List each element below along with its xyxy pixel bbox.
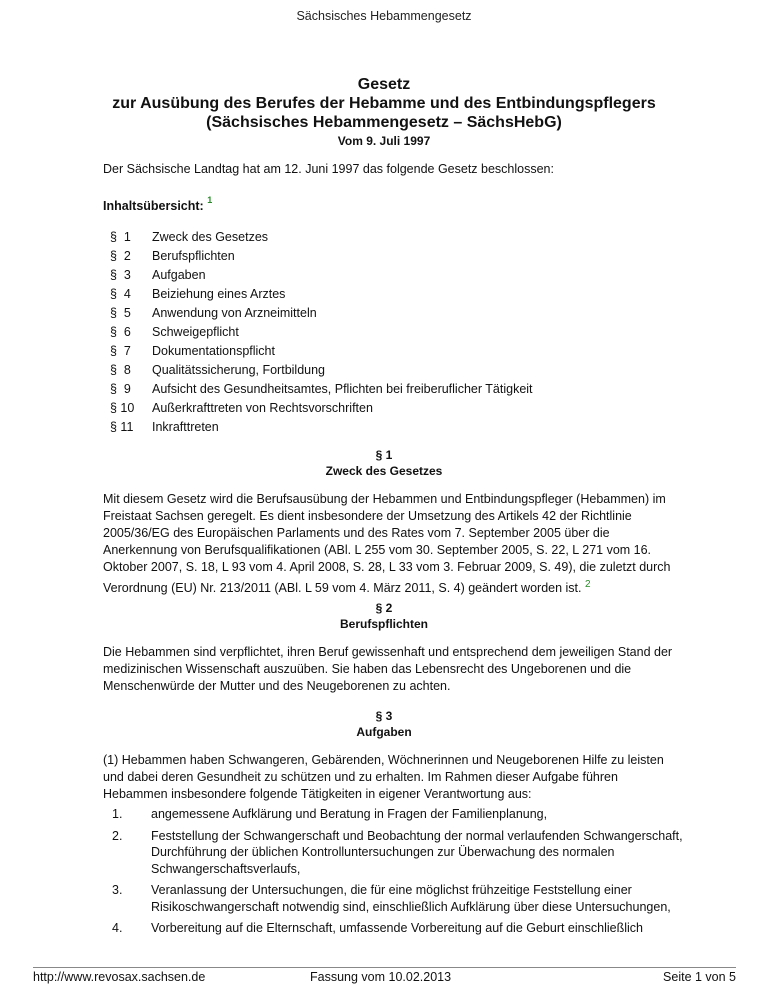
list-item [103,882,683,915]
toc-item-number: § 1 [110,230,131,244]
footnote-link-2[interactable]: 2 [584,579,591,590]
toc-item[interactable] [110,228,533,247]
intro-text: Der Sächsische Landtag hat am 12. Juni 1997 das folgende Gesetz beschlossen: [103,162,554,176]
toc-item-label: Zweck des Gesetzes [152,230,269,244]
section-title: Berufspflichten [339,617,428,631]
title-line-3: (Sächsisches Hebammengesetz – SächsHebG) [206,114,562,131]
section-1-text [103,491,673,597]
toc-item[interactable] [110,380,533,399]
list-item-text: angemessene Aufklärung und Beratung in Fragen der Familienplanung, [151,807,548,821]
toc-item-label: Dokumentationspflicht [152,344,275,358]
footer-url[interactable]: http://www.revosax.sachsen.de [33,970,206,984]
task-list [103,806,683,942]
toc-heading-label: Inhaltsübersicht: [103,199,204,214]
toc-item-label: Inkrafttreten [152,420,219,434]
section-title: Aufgaben [356,725,412,739]
list-item-text: Feststellung der Schwangerschaft und Beobachtung der normal verlaufenden Schwangerschaft, Durchführung der üblichen Kontrolluntersuchungen zur Überwachung des normalen Schwangerschaftsverlaufs, [151,828,683,876]
toc-item-label: Beiziehung eines Arztes [152,287,286,301]
toc-item[interactable] [110,285,533,304]
list-item-text: Vorbereitung auf die Elternschaft, umfassende Vorbereitung auf die Geburt einschließlich [151,921,643,935]
list-item-number: 3. [112,883,123,897]
toc-item-label: Aufgaben [152,268,206,282]
list-item [103,920,683,937]
toc-item-label: Außerkrafttreten von Rechtsvorschriften [152,401,373,415]
toc-item-number: § 11 [110,420,134,434]
toc-item-label: Anwendung von Arzneimitteln [152,306,317,320]
toc-item[interactable] [110,361,533,380]
footer-page-number: Seite 1 von 5 [663,970,736,984]
footer-version: Fassung vom 10.02.2013 [310,970,452,984]
section-title: Zweck des Gesetzes [325,464,443,478]
table-of-contents [110,228,533,437]
list-item-number: 2. [112,828,123,843]
section-2-text: Die Hebammen sind verpflichtet, ihren Beruf gewissenhaft und entsprechend dem jeweiligen Stand der medizinischen Wissenschaft auszuüben. Sie haben das Lebensrecht des Ungeborenen und die Menschenwürde der Mutter und des Neugeborenen zu achten. [103,645,673,693]
running-header: Sächsisches Hebammengesetz [296,9,472,23]
section-number: § 2 [375,601,393,615]
section-body: Mit diesem Gesetz wird die Berufsausübung der Hebammen und Entbindungspfleger (Hebammen) im Freistaat Sachsen geregelt. Es dient insbesondere der Umsetzung des Artikels 42 der Richtlinie 2005/36/EG des Europäischen Parlaments und des Rates vom 7. September 2005 über die Anerkennung von Berufsqualifikationen (ABl. L 255 vom 30. September 2005, S. 22, L 271 vom 16. Oktober 2007, S. 18, L 93 vom 4. April 2008, S. 28, L 33 vom 3. Februar 2009, S. 49), die zuletzt durch Verordnung (EU) Nr. 213/2011 (ABl. L 59 vom 4. März 2011, S. 4) geändert worden ist. [103,492,671,596]
toc-item-number: § 7 [110,344,131,358]
section-3-text: (1) Hebammen haben Schwangeren, Gebärenden, Wöchnerinnen und Neugeborenen Hilfe zu leisten und dabei deren Gesundheit zu schützen und zu erhalten. Im Rahmen dieser Aufgabe führen Hebammen insbesondere folgende Tätigkeiten in eigener Verantwortung aus: [103,753,664,801]
toc-item[interactable] [110,342,533,361]
footnote-link-1[interactable]: 1 [207,195,213,205]
section-number: § 1 [375,448,393,462]
toc-item-number: § 10 [110,401,135,415]
page-footer [33,970,736,984]
toc-item-label: Qualitätssicherung, Fortbildung [152,363,326,377]
toc-item-label: Berufspflichten [152,249,235,263]
section-1-heading [0,447,768,479]
list-item-number: 4. [112,921,123,935]
document-title [0,75,768,132]
toc-item-number: § 8 [110,363,131,377]
title-line-1: Gesetz [357,76,411,93]
section-3-heading [0,708,768,740]
list-item [103,806,683,823]
footer-divider [33,967,736,968]
list-item-number: 1. [112,807,123,821]
toc-item-label: Schweigepflicht [152,325,239,339]
toc-item-number: § 3 [110,268,131,282]
toc-item-number: § 5 [110,306,131,320]
section-number: § 3 [375,709,393,723]
toc-heading [103,197,212,213]
toc-item[interactable] [110,247,533,266]
toc-item-number: § 2 [110,249,131,263]
toc-item-number: § 6 [110,325,131,339]
toc-item-label: Aufsicht des Gesundheitsamtes, Pflichten bei freiberuflicher Tätigkeit [152,382,533,396]
toc-item[interactable] [110,418,533,437]
toc-item[interactable] [110,266,533,285]
toc-item-number: § 4 [110,287,131,301]
toc-item-number: § 9 [110,382,131,396]
date-line: Vom 9. Juli 1997 [337,134,431,148]
toc-item[interactable] [110,304,533,323]
list-item-text: Veranlassung der Untersuchungen, die für eine möglichst frühzeitige Feststellung einer Risikoschwangerschaft notwendig sind, einschließlich Aufklärung über diese Untersuchungen, [151,883,671,914]
toc-item[interactable] [110,399,533,418]
title-line-2: zur Ausübung des Berufes der Hebamme und des Entbindungspflegers [112,95,656,112]
toc-item[interactable] [110,323,533,342]
list-item [103,828,683,878]
section-2-heading [0,600,768,632]
